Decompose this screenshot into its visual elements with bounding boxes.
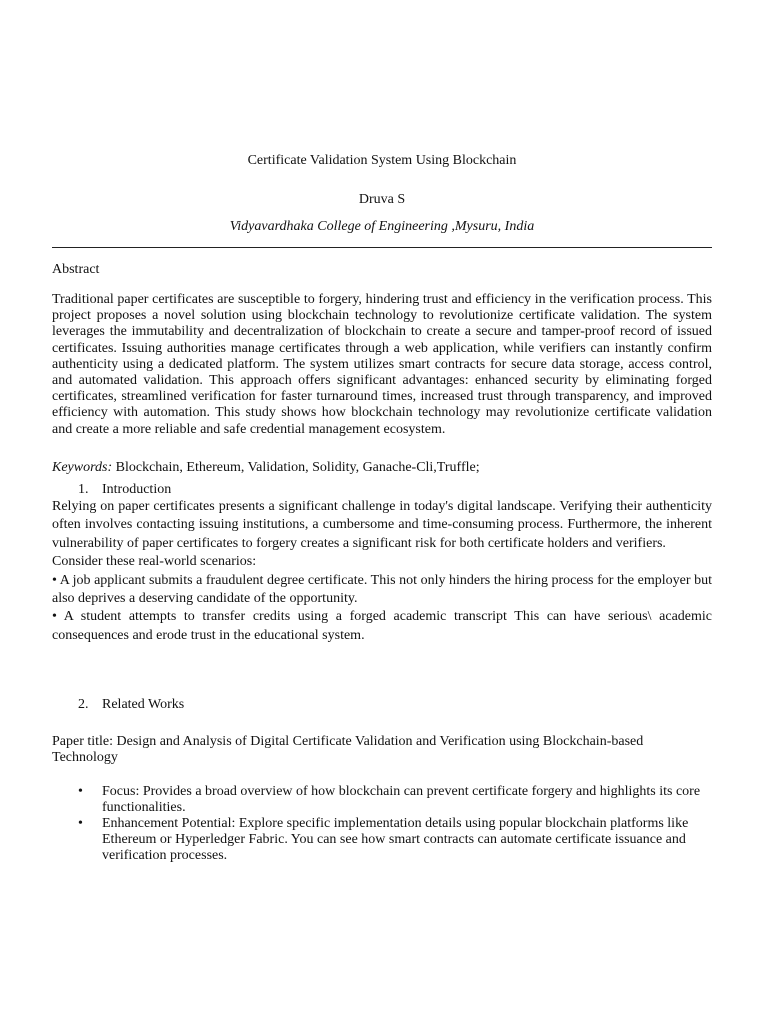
section-number: 1. [78, 482, 89, 497]
header-divider [52, 247, 712, 248]
bullet-text: Focus: Provides a broad overview of how blockchain can prevent certificate forgery and highlights its core functionalities. [102, 784, 701, 815]
section-heading-introduction [78, 482, 171, 498]
intro-paragraph: Relying on paper certificates presents a significant challenge in today's digital landscape. Verifying their authenticity often involves contacting issuing institutions, a cumbersome and time-consuming process. Furthermore, the inherent vulnerability of paper certificates to forgery creates a significant risk for both certificate holders and verifiers. [52, 499, 712, 551]
introduction-body [52, 498, 712, 645]
intro-scenario-item: • A student attempts to transfer credits using a forged academic transcript This can have serious\ academic consequences and erode trust in the educational system. [52, 609, 712, 643]
abstract-body: Traditional paper certificates are susceptible to forgery, hindering trust and efficiency in the verification process. This project proposes a novel solution using blockchain technology to revolutionize certificate validation. The system leverages the immutability and decentralization of blockchain to create a secure and tamper-proof record of issued certificates. Issuing authorities manage certificates through a web application, while verifiers can instantly confirm authenticity using a dedicated platform. The system utilizes smart contracts for secure data storage, access control, and automated validation. This approach offers significant advantages: enhanced security by eliminating forged certificates, streamlined verification for faster turnaround times, increased trust through transparency, and improved efficiency with automation. This study shows how blockchain technology may revolutionize certificate validation and create a more reliable and safe credential management ecosystem. [52, 292, 712, 437]
abstract-heading: Abstract [52, 262, 100, 277]
bullet-text: Enhancement Potential: Explore specific implementation details using popular blockchain platforms like Ethereum or Hyperledger Fabric. You can see how smart contracts can automate certificate issuance and verification processes. [102, 816, 689, 863]
document-page [52, 0, 712, 1024]
section-number: 2. [78, 697, 89, 712]
keywords-line [52, 460, 712, 476]
author-affiliation: Vidyavardhaka College of Engineering ,Mysuru, India [229, 219, 535, 234]
keywords-text: Blockchain, Ethereum, Validation, Solidity, Ganache-Cli,Truffle; [112, 460, 480, 475]
list-item [52, 784, 712, 816]
section-heading-related-works [78, 697, 184, 713]
related-works-bullets [52, 784, 712, 864]
keywords-label: Keywords: [52, 460, 113, 475]
related-paper-title: Paper title: Design and Analysis of Digital Certificate Validation and Verification using Blockchain-based Technology [52, 734, 644, 765]
intro-scenario-item: • A job applicant submits a fraudulent degree certificate. This not only hinders the hiring process for the employer but also deprives a deserving candidate of the opportunity. [52, 572, 712, 607]
bullet-icon: • [78, 816, 83, 831]
section-title: Introduction [102, 482, 172, 497]
paper-title: Certificate Validation System Using Blockchain [247, 153, 517, 168]
list-item [52, 816, 712, 864]
intro-scenarios-lead: Consider these real-world scenarios: [52, 554, 257, 570]
author-name: Druva S [358, 192, 406, 207]
section-title: Related Works [102, 697, 185, 712]
bullet-icon: • [78, 784, 83, 799]
